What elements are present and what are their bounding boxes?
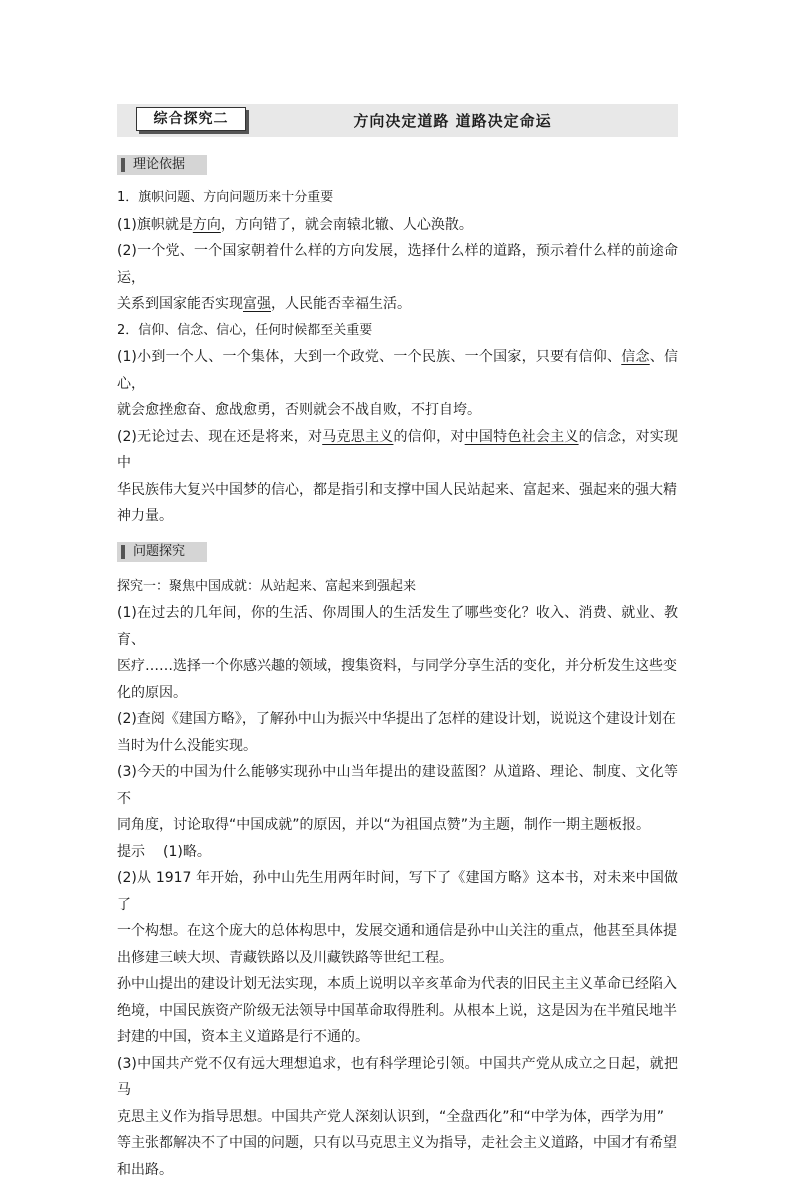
theory-paragraph: 神力量。: [117, 503, 678, 530]
hint-line: 提示 (1)略。: [117, 839, 678, 866]
theory-paragraph: (1)旗帜就是方向，方向错了，就会南辕北辙、人心涣散。: [117, 212, 678, 239]
section-label: 问题探究: [133, 542, 185, 562]
theory-paragraph: (2)一个党、一个国家朝着什么样的方向发展，选择什么样的道路，预示着什么样的前途命运，: [117, 238, 678, 291]
hint-label: 提示: [117, 844, 145, 860]
theory-paragraph: 就会愈挫愈奋、愈战愈勇，否则就会不战自败，不打自垮。: [117, 397, 678, 424]
answer-line: 孙中山提出的建设计划无法实现，本质上说明以辛亥革命为代表的旧民主主义革命已经陷入: [117, 971, 678, 998]
answer-line: (3)中国共产党不仅有远大理想追求，也有科学理论引领。中国共产党从成立之日起，就把马: [117, 1051, 678, 1104]
section-header-theory: [117, 155, 207, 175]
chapter-tag-label: 综合探究二: [137, 108, 245, 130]
question-line: (1)在过去的几年间，你的生活、你周围人的生活发生了哪些变化？收入、消费、就业、教育、: [117, 600, 678, 653]
question-line: 化的原因。: [117, 680, 678, 707]
section-marker: [121, 545, 125, 559]
theory-paragraph: (1)小到一个人、一个集体，大到一个政党、一个民族、一个国家，只要有信仰、信念、信心，: [117, 344, 678, 397]
theory-body: [117, 185, 678, 530]
document-page: [117, 104, 678, 1183]
theory-paragraph: 华民族伟大复兴中国梦的信心，都是指引和支撑中国人民站起来、富起来、强起来的强大精: [117, 477, 678, 504]
theory-heading-2: 2．信仰、信念、信心，任何时候都至关重要: [117, 318, 678, 345]
page-title: 方向决定道路 道路决定命运: [117, 110, 678, 131]
section-label: 理论依据: [133, 155, 185, 175]
answer-line: 克思主义作为指导思想。中国共产党人深刻认识到，“全盘西化”和“中学为体，西学为用”: [117, 1104, 678, 1131]
inquiry-heading: 探究一：聚焦中国成就：从站起来、富起来到强起来: [117, 574, 678, 601]
section-header-inquiry: [117, 542, 207, 562]
inquiry-body: [117, 574, 678, 1183]
answer-line: 等主张都解决不了中国的问题，只有以马克思主义为指导，走社会主义道路，中国才有希望: [117, 1130, 678, 1157]
theory-heading-1: 1．旗帜问题、方向问题历来十分重要: [117, 185, 678, 212]
answer-line: (2)从 1917 年开始，孙中山先生用两年时间，写下了《建国方略》这本书，对未来中国做了: [117, 865, 678, 918]
theory-paragraph: 关系到国家能否实现富强，人民能否幸福生活。: [117, 291, 678, 318]
theory-paragraph: (2)无论过去、现在还是将来，对马克思主义的信仰，对中国特色社会主义的信念，对实现中: [117, 424, 678, 477]
question-line: (2)查阅《建国方略》，了解孙中山为振兴中华提出了怎样的建设计划，说说这个建设计划在: [117, 706, 678, 733]
answer-line: 和出路。: [117, 1157, 678, 1183]
question-line: 医疗……选择一个你感兴趣的领域，搜集资料，与同学分享生活的变化，并分析发生这些变: [117, 653, 678, 680]
title-banner: [117, 104, 678, 137]
answer-line: 封建的中国，资本主义道路是行不通的。: [117, 1024, 678, 1051]
answer-line: 出修建三峡大坝、青藏铁路以及川藏铁路等世纪工程。: [117, 945, 678, 972]
question-line: 当时为什么没能实现。: [117, 733, 678, 760]
question-line: 同角度，讨论取得“中国成就”的原因，并以“为祖国点赞”为主题，制作一期主题板报。: [117, 812, 678, 839]
section-marker: [121, 158, 125, 172]
answer-line: 绝境，中国民族资产阶级无法领导中国革命取得胜利。从根本上说，这是因为在半殖民地半: [117, 998, 678, 1025]
question-line: (3)今天的中国为什么能够实现孙中山当年提出的建设蓝图？从道路、理论、制度、文化等不: [117, 759, 678, 812]
answer-line: 一个构想。在这个庞大的总体构思中，发展交通和通信是孙中山关注的重点，他甚至具体提: [117, 918, 678, 945]
